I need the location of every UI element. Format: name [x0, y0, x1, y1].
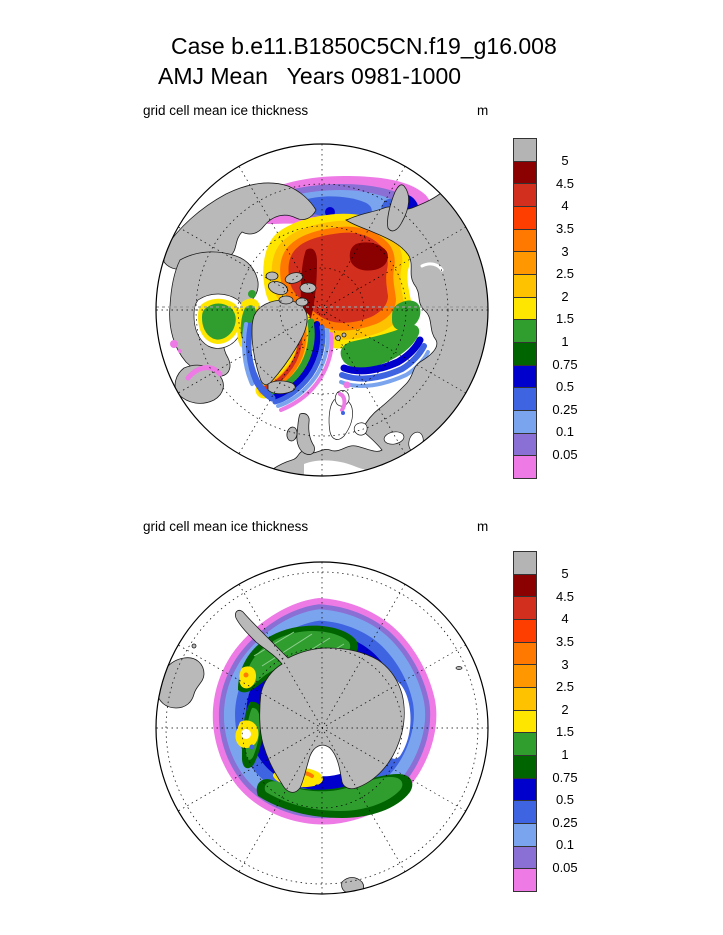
figure-title-line2: AMJ Mean Years 0981-1000 [158, 63, 462, 89]
colorbar-tick-label: 0.05 [552, 446, 578, 462]
colorbar-tick-label: 4 [561, 198, 569, 214]
colorbar-tick-label: 1 [561, 746, 569, 762]
figure-title-line1: Case b.e11.B1850C5CN.f19_g16.008 [171, 33, 557, 59]
colorbar-cell [514, 184, 536, 207]
colorbar-cell [514, 411, 536, 434]
colorbar-cell [514, 366, 536, 389]
colorbar-tick-label: 3 [561, 243, 569, 259]
colorbar-cell [514, 620, 536, 643]
colorbar-tick-label: 2 [561, 701, 569, 717]
colorbar-tick-label: 0.5 [555, 792, 575, 808]
svalbard-island [342, 333, 346, 337]
colorbar-cell [514, 162, 536, 185]
bering-coast-ice-speck [170, 340, 178, 348]
colorbar-cell [514, 756, 536, 779]
colorbar-tick-label: 2.5 [555, 679, 575, 695]
colorbar-cell [514, 343, 536, 366]
arctic-map [154, 142, 490, 478]
arctic-island [300, 283, 316, 293]
colorbar-cell [514, 824, 536, 847]
colorbar-tick-label: 0.1 [555, 424, 575, 440]
colorbar-cell [514, 139, 536, 162]
colorbar-tick-label: 4.5 [555, 588, 575, 604]
colorbar-labels [539, 138, 591, 479]
antarctic-map [154, 560, 490, 896]
colorbar-tick-label: 3.5 [555, 220, 575, 236]
colorbar-cell [514, 597, 536, 620]
colorbar-tick-label: 0.75 [552, 769, 578, 785]
colorbar-cell [514, 665, 536, 688]
colorbar-tick-label: 2 [561, 288, 569, 304]
north-colorbar-unit: m [477, 103, 489, 118]
colorbar-swatches [513, 138, 537, 479]
arctic-island [266, 272, 278, 280]
colorbar-tick-label: 2.5 [555, 266, 575, 282]
colorbar-cell [514, 688, 536, 711]
colorbar-tick-label: 3.5 [555, 633, 575, 649]
south-colorbar-unit: m [477, 519, 489, 534]
colorbar-tick-label: 4 [561, 611, 569, 627]
colorbar-tick-label: 0.75 [552, 356, 578, 372]
south-colorbar [513, 551, 605, 892]
colorbar-tick-label: 0.25 [552, 401, 578, 417]
colorbar-tick-label: 1 [561, 333, 569, 349]
colorbar-cell [514, 252, 536, 275]
arctic-island [279, 296, 293, 304]
colorbar-cell [514, 298, 536, 321]
colorbar-cell [514, 207, 536, 230]
colorbar-tick-label: 3 [561, 656, 569, 672]
colorbar-tick-label: 4.5 [555, 175, 575, 191]
colorbar-labels [539, 551, 591, 892]
colorbar-tick-label: 5 [561, 566, 569, 582]
colorbar-cell [514, 320, 536, 343]
island-speck [456, 667, 462, 670]
island-speck [192, 644, 196, 648]
colorbar-cell [514, 801, 536, 824]
white-sea [354, 423, 367, 435]
colorbar-tick-label: 0.1 [555, 837, 575, 853]
colorbar-swatches [513, 551, 537, 892]
colorbar-tick-label: 0.05 [552, 859, 578, 875]
colorbar-cell [514, 575, 536, 598]
colorbar-cell [514, 847, 536, 870]
iceland-landmass [268, 381, 295, 394]
colorbar-cell [514, 552, 536, 575]
colorbar-tick-label: 1.5 [555, 724, 575, 740]
colorbar-cell [514, 711, 536, 734]
north-panel-title: grid cell mean ice thickness [143, 103, 309, 118]
colorbar-tick-label: 0.5 [555, 379, 575, 395]
south-panel-title: grid cell mean ice thickness [143, 519, 309, 534]
colorbar-cell [514, 643, 536, 666]
bering-coast-ice-speck [178, 349, 182, 353]
colorbar-tick-label: 5 [561, 153, 569, 169]
colorbar-cell [514, 275, 536, 298]
colorbar-cell [514, 779, 536, 802]
arctic-island [296, 298, 308, 306]
colorbar-cell [514, 869, 536, 891]
colorbar-cell [514, 230, 536, 253]
north-colorbar [513, 138, 605, 479]
colorbar-cell [514, 434, 536, 457]
colorbar-cell [514, 388, 536, 411]
svalbard-island [336, 336, 341, 341]
colorbar-tick-label: 1.5 [555, 311, 575, 327]
colorbar-tick-label: 0.25 [552, 814, 578, 830]
colorbar-cell [514, 733, 536, 756]
colorbar-cell [514, 456, 536, 478]
